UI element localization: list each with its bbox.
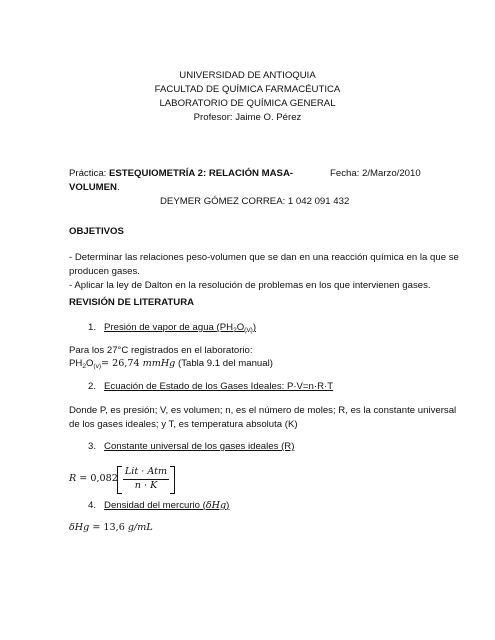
practice-date: Fecha: 2/Marzo/2010 [330,168,421,179]
section-4-title-text: Densidad del mercurio ( [104,500,206,511]
r-value: = 0,082 [76,473,118,484]
left-bracket [117,466,122,494]
student-name: DEYMER GÓMEZ CORREA: 1 042 091 432 [160,196,350,207]
objective-2: - Aplicar la ley de Dalton en la resolución de problemas en los que intervienen gases. [69,280,431,291]
section-2-title: Ecuación de Estado de los Gases Ideales: P·V=n·R·T [104,381,334,392]
objective-1-line2: producen gases. [69,266,140,277]
faculty-name: FACULTAD DE QUÍMICA FARMACÉUTICA [154,84,341,95]
ph-unit: mmHg [142,358,176,369]
section-4-title [104,500,229,511]
section-4-title-close: ) [226,500,230,511]
section-4-title-symbol: δHg [205,500,227,511]
section-2-number: 2. [88,381,97,392]
right-bracket [170,466,175,494]
density-symbol: δHg [69,522,90,533]
section-4-heading [88,500,229,511]
section-1-title [104,322,256,333]
r-units-fraction [117,466,175,492]
section-1-heading [88,322,256,333]
section-1-title-close: ) [252,322,257,333]
r-equation-lhs [69,473,118,484]
lab-name: LABORATORIO DE QUÍMICA GENERAL [159,98,336,109]
density-value: = 13,6 [89,522,128,533]
practice-title-line2: VOLUMEN [69,182,117,193]
practice-title-period: . [116,182,120,193]
practice-label: Práctica: [69,168,109,179]
ph-reference: (Tabla 9.1 del manual) [175,358,273,369]
ph-sub2: (v) [93,363,102,370]
practice-title-line1: ESTEQUIOMETRÍA 2: RELACIÓN MASA- [109,168,294,179]
section-1-value [69,358,273,369]
objectives-heading: OBJETIVOS [69,226,124,237]
section-3-title: Constante universal de los gases ideales (R) [104,441,295,452]
r-symbol: R [69,473,77,484]
section-1-title-o: O [236,322,245,333]
section-4-number: 4. [88,500,97,511]
fraction-denominator: n · K [134,480,158,491]
review-heading: REVISIÓN DE LITERATURA [69,297,195,308]
section-2-heading [88,381,333,392]
practice-title-cont [69,182,120,193]
objective-1-line1: - Determinar las relaciones peso-volumen que se dan en una reacción química en la que se [69,252,459,263]
section-1-sub2: (V) [244,327,253,334]
section-2-desc-line2: de los gases ideales; y T, es temperatura absoluta (K) [69,419,298,430]
section-1-title-text: Presión de vapor de agua (PH [104,322,234,333]
ph-sub1: 2 [82,363,86,370]
professor-name: Profesor: Jaime O. Pérez [193,112,302,123]
fraction-numerator: Lit · Atm [124,466,168,477]
ph-o: O [85,358,94,369]
university-name: UNIVERSIDAD DE ANTIOQUIA [179,70,316,81]
fraction [123,466,169,492]
ph-equals-value: = 26,74 [101,358,143,369]
section-1-number: 1. [88,322,97,333]
section-3-heading [88,441,294,452]
practice-title [69,168,293,179]
ph-symbol: PH [69,358,83,369]
section-2-desc-line1: Donde P, es presión; V, es volumen; n, es el número de moles; R, es la constante universal [69,405,457,416]
density-unit: g/mL [127,522,153,533]
section-3-number: 3. [88,441,97,452]
section-1-sub1: 2 [233,327,237,334]
section-1-line1: Para los 27°C registrados en el laboratorio: [69,345,253,356]
density-equation [69,522,153,533]
